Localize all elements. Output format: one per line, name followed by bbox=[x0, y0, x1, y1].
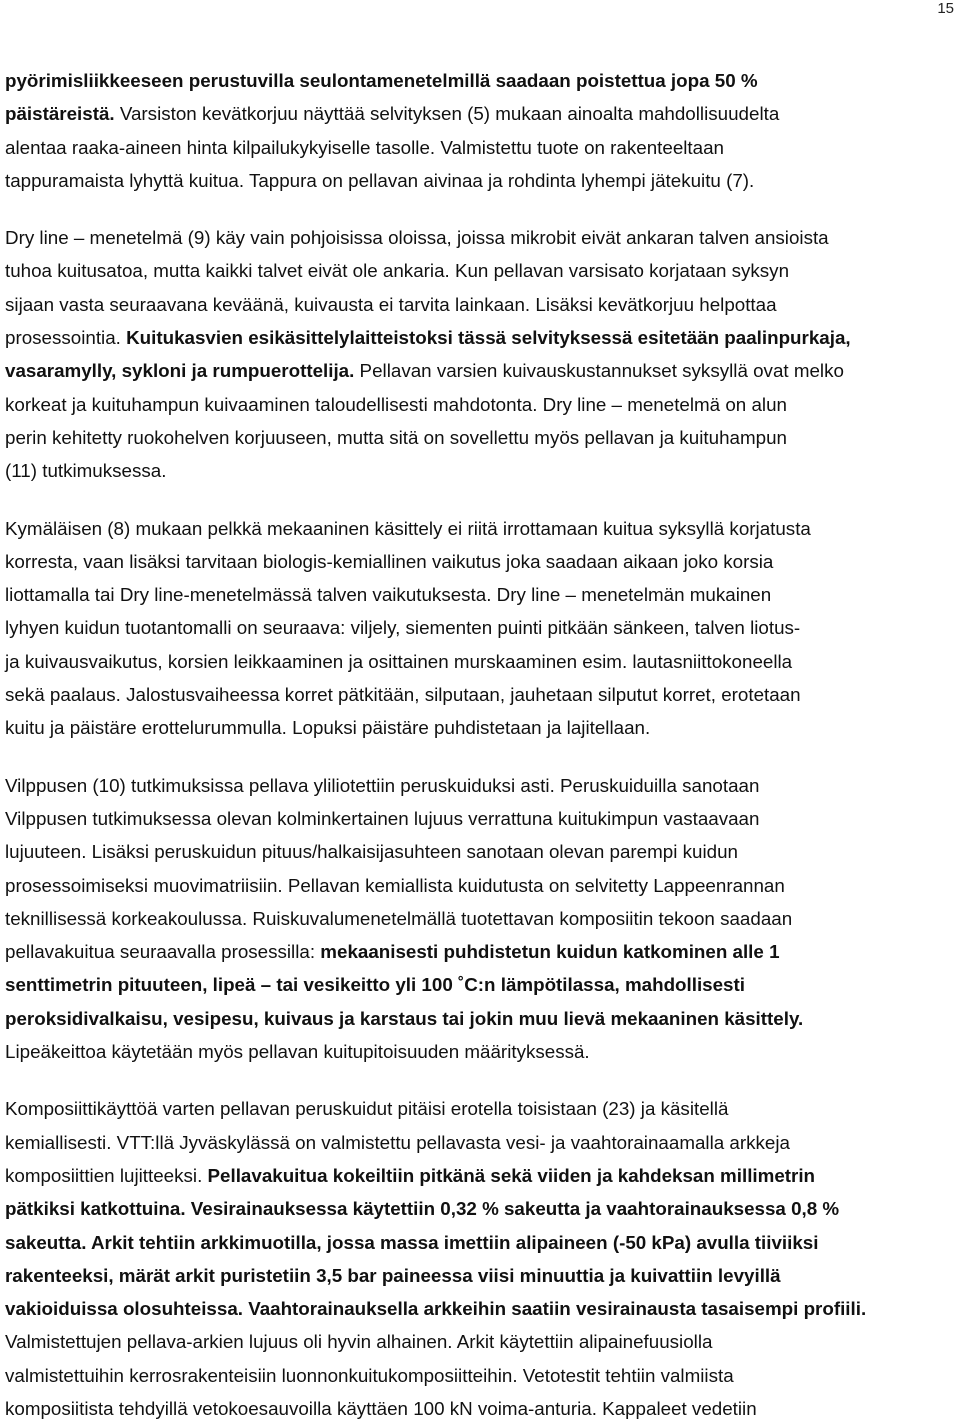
paragraph-3 bbox=[5, 512, 957, 745]
paragraph-gap bbox=[5, 745, 957, 769]
page-number: 15 bbox=[937, 0, 954, 17]
bold-text-run: Pellavakuitua kokeiltiin pitkänä sekä viiden ja kahdeksan millimetrin pätkiksi katkottuina. Vesirainauksessa käytettiin 0,32 % sakeutta ja vaahtorainauksessa 0,8 % sakeutta. Arkit tehtiin arkkimuotilla, jossa massa imettiin alipaineen (-50 kPa) avulla tiiviiksi rakenteeksi, märät arkit puristetiin 3,5 bar paineessa viisi minuuttia ja kuivattiin levyillä vakioiduissa olosuhteissa. Vaahtorainauksella arkkeihin saatiin vesirainausta tasaisempi profiili. bbox=[5, 1164, 867, 1320]
paragraph-2 bbox=[5, 221, 957, 487]
text-run: Lipeäkeittoa käytetään myös pellavan kuitupitoisuuden määrityksessä. bbox=[5, 1041, 590, 1063]
paragraph-5 bbox=[5, 1092, 957, 1425]
text-run: Valmistettujen pellava-arkien lujuus oli hyvin alhainen. Arkit käytettiin alipainefuusiolla valmistettuihin kerrosrakenteisiin luonnonkuitukomposiitteihin. Vetotestit tehtiin valmiista komposiitista tehdyillä vetokoesauvoilla käyttäen 100 kN voima-anturia. Kappaleet vedetiin bbox=[5, 1331, 757, 1419]
text-run: Varsiston kevätkorjuu näyttää selvityksen (5) mukaan ainoalta mahdollisuudelta alentaa raaka-aineen hinta kilpailukykyiselle tasolle. Valmistettu tuote on rakenteeltaan tappuramaista lyhyttä kuitua. Tappura on pellavan aivinaa ja rohdinta lyhempi jätekuitu (7). bbox=[5, 103, 780, 191]
paragraph-gap bbox=[5, 1068, 957, 1092]
document-body bbox=[5, 64, 957, 1425]
paragraph-gap bbox=[5, 488, 957, 512]
paragraph-1 bbox=[5, 64, 957, 197]
bold-text-run: Kuitukasvien esikäsittelylaitteistoksi tässä selvityksessä esitetään paalinpurkaja, vasaramylly, sykloni ja rumpuerottelija. bbox=[5, 327, 851, 382]
paragraph-gap bbox=[5, 197, 957, 221]
text-run: Pellavan varsien kuivauskustannukset syksyllä ovat melko korkeat ja kuituhampun kuivaaminen taloudellisesti mahdotonta. Dry line – menetelmä on alun perin kehitetty ruokohelven korjuuseen, mutta sitä on sovellettu myös pellavan ja kuituhampun (11) tutkimuksessa. bbox=[5, 360, 844, 482]
bold-text-run: pyörimisliikkeeseen perustuvilla seulontamenetelmillä saadaan poistettua jopa 50 % päistäreistä. bbox=[5, 70, 758, 125]
text-run: Dry line – menetelmä (9) käy vain pohjoisissa oloissa, joissa mikrobit eivät ankaran talven ansioista tuhoa kuitusatoa, mutta kaikki talvet eivät ole ankaria. Kun pellavan varsisato korjataan syksyn sijaan vasta seuraavana keväänä, kuivausta ei tarvita lainkaan. Lisäksi kevätkorjuu helpottaa prosessointia. bbox=[5, 227, 829, 349]
paragraph-4 bbox=[5, 769, 957, 1069]
text-run: Komposiittikäyttöä varten pellavan peruskuidut pitäisi erotella toisistaan (23) ja käsitellä kemiallisesti. VTT:llä Jyväskylässä on valmistettu pellavasta vesi- ja vaahtorainaamalla arkkeja komposiittien lujitteeksi. bbox=[5, 1098, 790, 1186]
text-run: Kymäläisen (8) mukaan pelkkä mekaaninen käsittely ei riitä irrottamaan kuitua syksyllä korjatusta korresta, vaan lisäksi tarvitaan biologis-kemiallinen vaikutus joka saadaan aikaan joko korsia liottamalla tai Dry line-menetelmässä talven vaikutuksesta. Dry line – menetelmän mukainen lyhyen kuidun tuotantomalli on seuraava: viljely, siementen puinti pitkään sänkeen, talven liotus- ja kuivausvaikutus, korsien leikkaaminen ja osittainen murskaaminen esim. lautasniittokoneella sekä paalaus. Jalostusvaiheessa korret pätkitään, silputaan, jauhetaan silputut korret, erotetaan kuitu ja päistäre erottelurummulla. Lopuksi päistäre puhdistetaan ja lajitellaan. bbox=[5, 517, 811, 739]
bold-text-run: mekaanisesti puhdistetun kuidun katkominen alle 1 senttimetrin pituuteen, lipeä – tai vesikeitto yli 100 ˚C:n lämpötilassa, mahdollisesti peroksidivalkaisu, vesipesu, kuivaus ja karstaus tai jokin muu lievä mekaaninen käsittely. bbox=[5, 941, 804, 1029]
text-run: Vilppusen (10) tutkimuksissa pellava yliliotettiin peruskuiduksi asti. Peruskuiduilla sanotaan Vilppusen tutkimuksessa olevan kolminkertainen lujuus verrattuna kuitukimpun vastaavaan lujuuteen. Lisäksi peruskuidun pituus/halkaisijasuhteen sanotaan olevan parempi kuidun prosessoimiseksi muovimatriisiin. Pellavan kemiallista kuidutusta on selvitetty Lappeenrannan teknillisessä korkeakoulussa. Ruiskuvalumenetelmällä tuotettavan komposiitin tekoon saadaan pellavakuitua seuraavalla prosessilla: bbox=[5, 774, 793, 963]
